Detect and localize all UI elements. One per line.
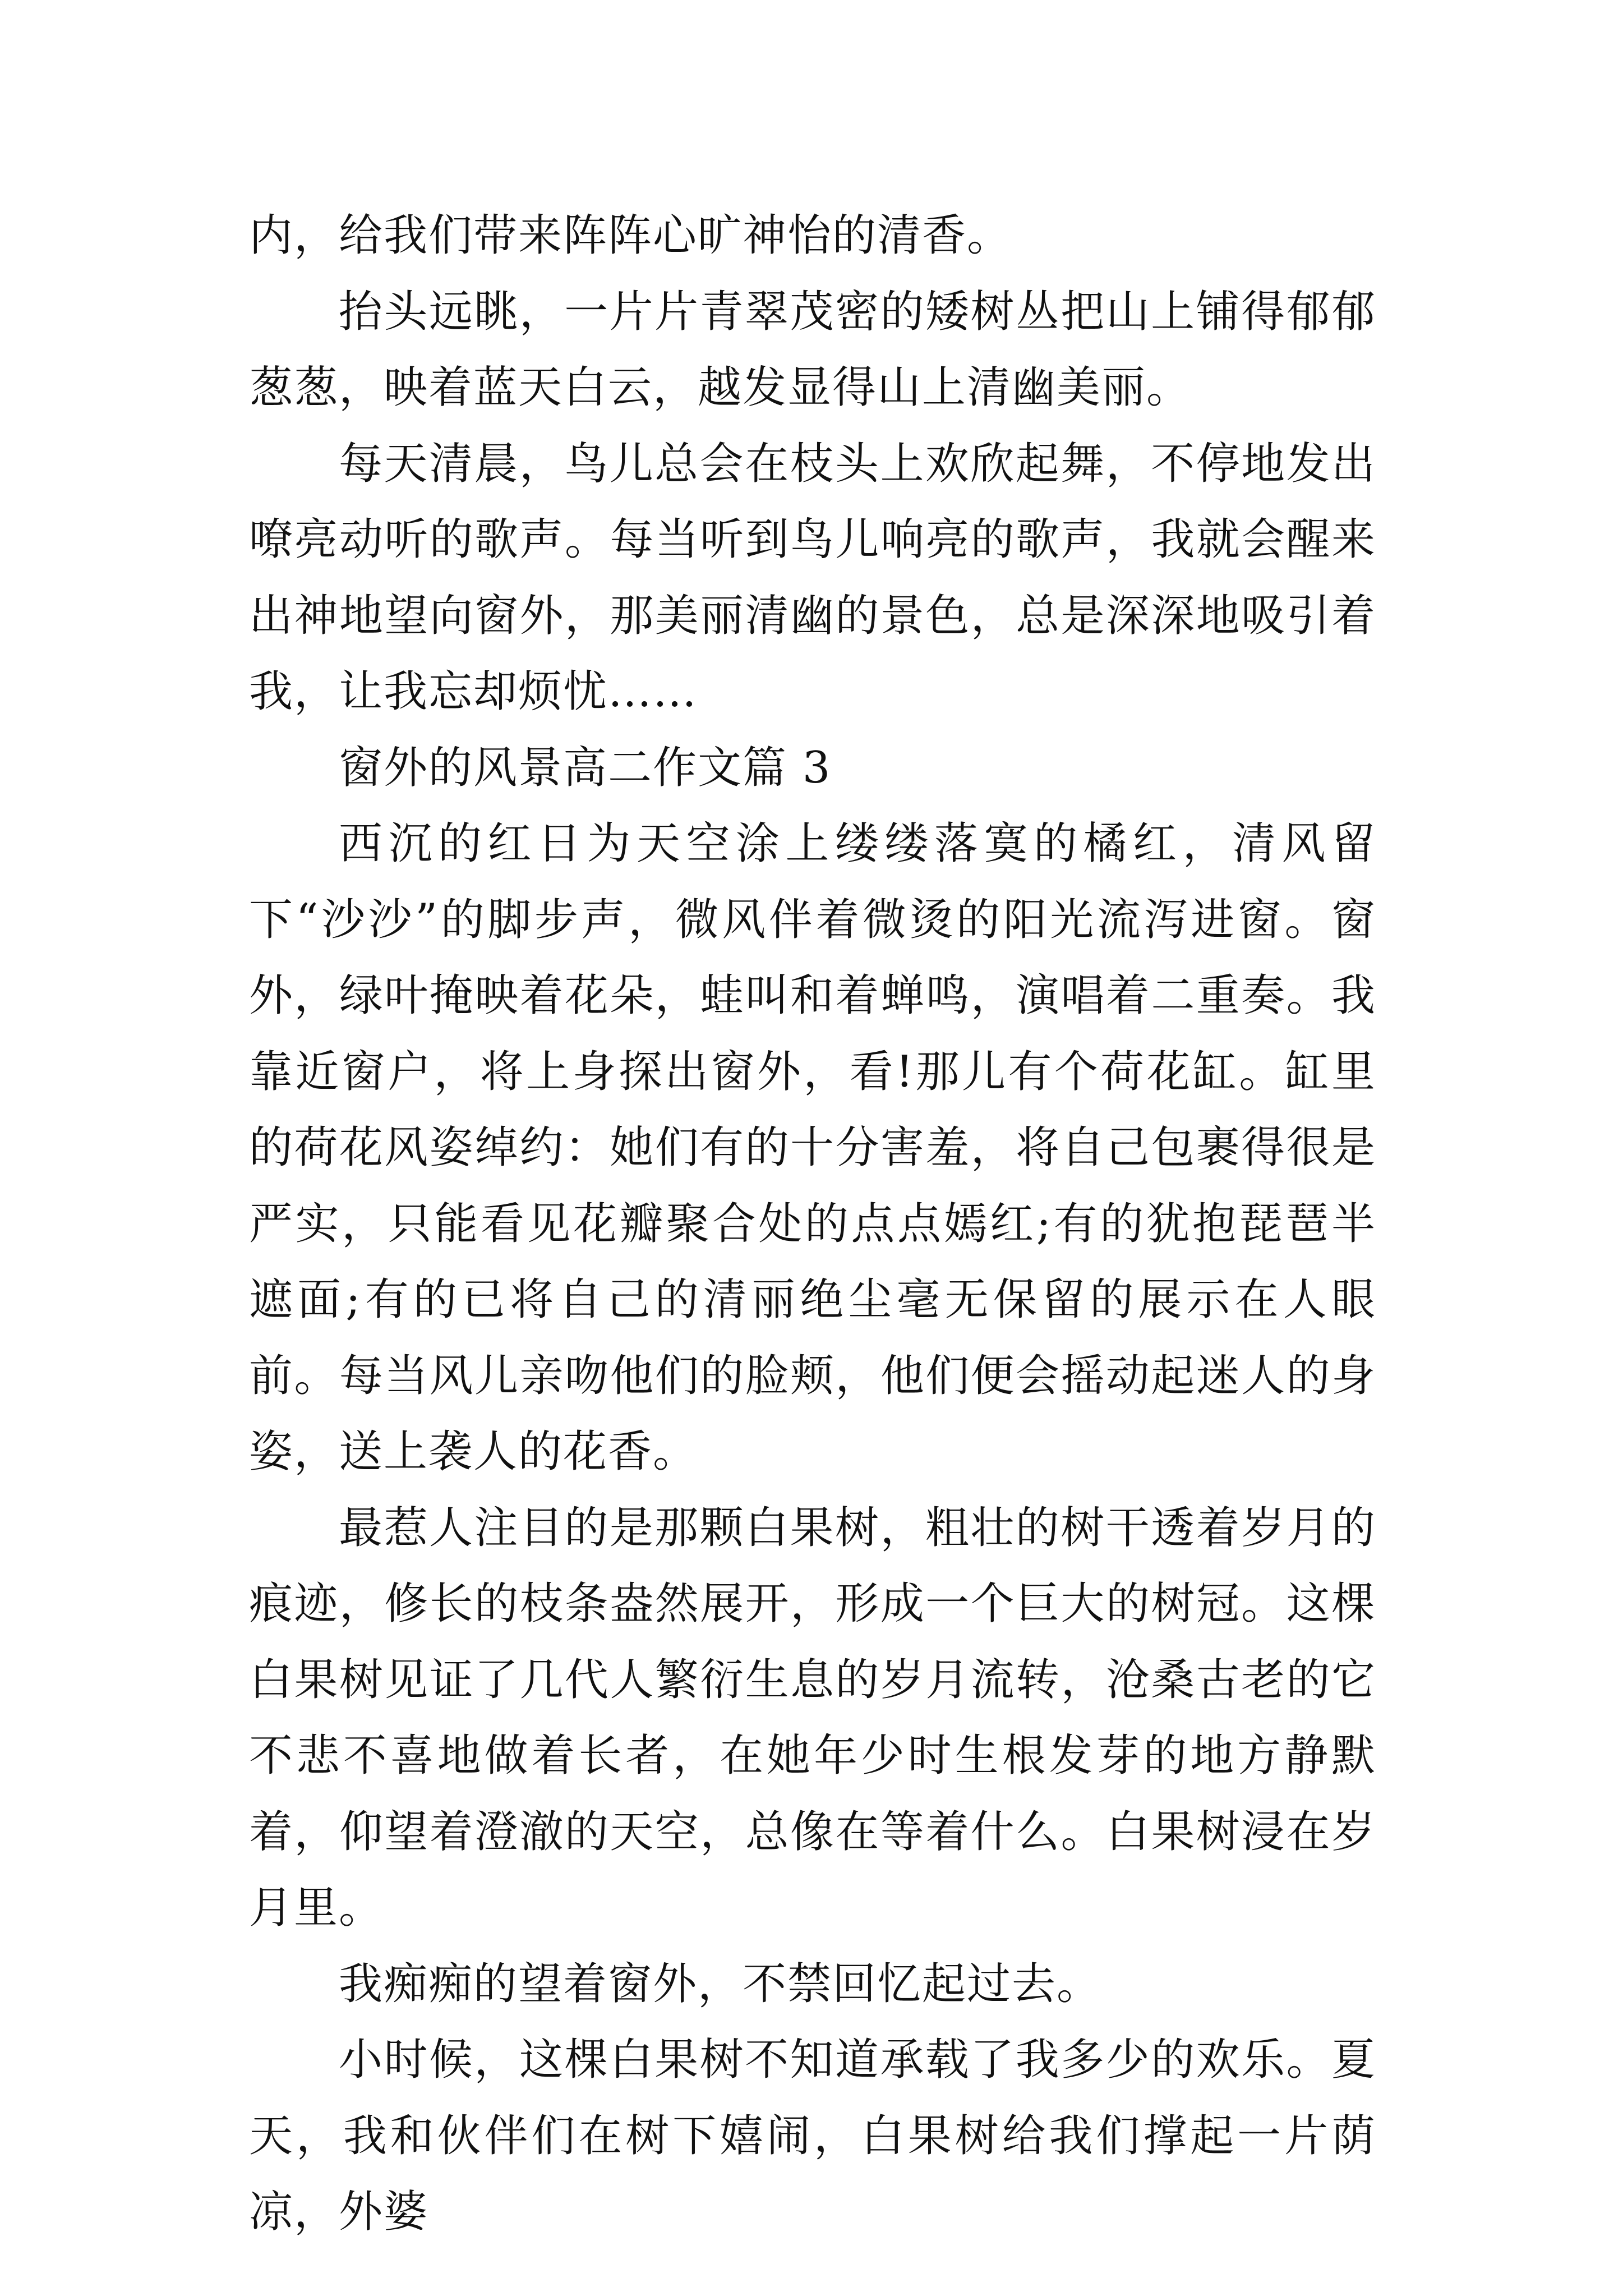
paragraph-sunset-lotus: 西沉的红日为天空涂上缕缕落寞的橘红，清风留下“沙沙”的脚步声，微风伴着微烫的阳光流泻进窗。窗外，绿叶掩映着花朵，蛙叫和着蝉鸣，演唱着二重奏。我靠近窗户，将上身探出窗外，看!那儿有个荷花缸。缸里的荷花风姿绰约：她们有的十分害羞，将自己包裹得很是严实，只能看见花瓣聚合处的点点嫣红;有的犹抱琵琶半遮面;有的已将自己的清丽绝尘毫无保留的展示在人眼前。每当风儿亲吻他们的脸颊，他们便会摇动起迷人的身姿，送上袭人的花香。 [249, 818, 1376, 1477]
section-heading: 窗外的风景高二作文篇 3 [339, 742, 832, 793]
paragraph-childhood: 小时候，这棵白果树不知道承载了我多少的欢乐。夏天，我和伙伴们在树下嬉闹，白果树给我们撑起一片荫凉，外婆 [249, 2035, 1376, 2237]
essay-body [249, 198, 1376, 2251]
paragraph-continuation: 内，给我们带来阵阵心旷神怡的清香。 [249, 210, 1012, 261]
paragraph-memory: 我痴痴的望着窗外，不禁回忆起过去。 [339, 1958, 1102, 2009]
paragraph-look-afar: 抬头远眺，一片片青翠茂密的矮树丛把山上铺得郁郁葱葱，映着蓝天白云，越发显得山上清幽美丽。 [249, 286, 1376, 413]
paragraph-ginkgo-tree: 最惹人注目的是那颗白果树，粗壮的树干透着岁月的痕迹，修长的枝条盎然展开，形成一个巨大的树冠。这棵白果树见证了几代人繁衍生息的岁月流转，沧桑古老的它不悲不喜地做着长者，在她年少时生根发芽的地方静默着，仰望着澄澈的天空，总像在等着什么。白果树浸在岁月里。 [249, 1502, 1376, 1933]
paragraph-morning-birds: 每天清晨，鸟儿总会在枝头上欢欣起舞，不停地发出嘹亮动听的歌声。每当听到鸟儿响亮的歌声，我就会醒来出神地望向窗外，那美丽清幽的景色，总是深深地吸引着我，让我忘却烦忧…… [249, 438, 1376, 717]
